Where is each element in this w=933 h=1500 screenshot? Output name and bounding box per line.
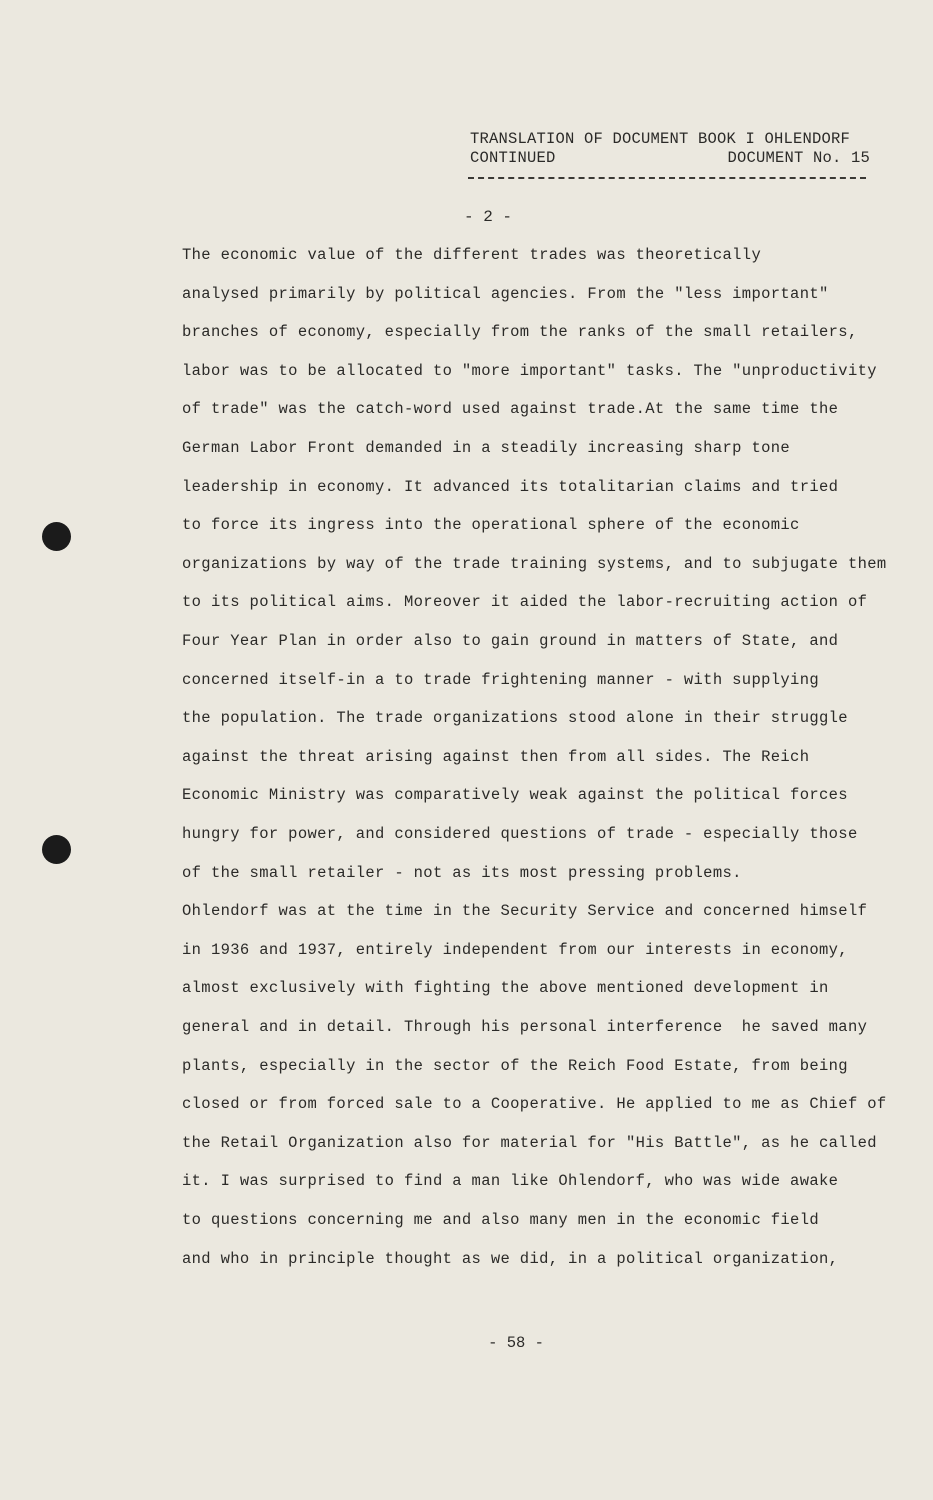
punch-hole-top [42, 522, 71, 551]
header-title: TRANSLATION OF DOCUMENT BOOK I OHLENDORF [470, 130, 851, 148]
header-line-1 [470, 130, 870, 149]
document-header [470, 130, 870, 168]
body-line: to questions concerning me and also many men in the economic field [182, 1211, 819, 1229]
body-line: general and in detail. Through his personal interference he saved many [182, 1018, 868, 1036]
header-continued: CONTINUED [470, 149, 556, 167]
header-divider [468, 177, 866, 179]
footer-page-number: - 58 - [488, 1334, 544, 1352]
body-line: hungry for power, and considered questions of trade - especially those [182, 825, 858, 843]
body-line: the population. The trade organizations stood alone in their struggle [182, 709, 848, 728]
body-line: of trade" was the catch-word used against trade.At the same time the [182, 400, 839, 419]
body-line: leadership in economy. It advanced its totalitarian claims and tried [182, 477, 839, 496]
body-line: of the small retailer - not as its most pressing problems. [182, 863, 742, 882]
body-line: to its political aims. Moreover it aided the labor-recruiting action of [182, 593, 868, 612]
body-line: Economic Ministry was comparatively weak against the political forces [182, 786, 848, 805]
body-line: almost exclusively with fighting the above mentioned development in [182, 979, 829, 998]
body-line: organizations by way of the trade training systems, and to subjugate them [182, 554, 887, 573]
body-line: and who in principle thought as we did, in a political organization, [182, 1249, 839, 1268]
body-line: branches of economy, especially from the ranks of the small retailers, [182, 323, 858, 342]
body-line: Four Year Plan in order also to gain ground in matters of State, and [182, 632, 839, 650]
body-line: closed or from forced sale to a Cooperative. He applied to me as Chief of [182, 1095, 887, 1114]
punch-hole-bottom [42, 835, 71, 864]
page-index: - 2 - [463, 208, 512, 226]
body-line: concerned itself-in a to trade frightening manner - with supplying [182, 670, 819, 689]
body-line: labor was to be allocated to "more important" tasks. The "unproductivity [182, 361, 877, 380]
body-line: to force its ingress into the operational sphere of the economic [182, 516, 800, 535]
body-line: it. I was surprised to find a man like Ohlendorf, who was wide awake [182, 1172, 839, 1191]
body-line: The economic value of the different trades was theoretically [182, 246, 762, 264]
body-line: against the threat arising against then from all sides. The Reich [182, 747, 810, 766]
body-line: German Labor Front demanded in a steadily increasing sharp tone [182, 439, 791, 457]
body-line: the Retail Organization also for material for "His Battle", as he called [182, 1133, 877, 1152]
body-line: plants, especially in the sector of the Reich Food Estate, from being [182, 1056, 848, 1075]
body-line: Ohlendorf was at the time in the Security Service and concerned himself [182, 902, 868, 921]
header-document-number: DOCUMENT No. 15 [727, 149, 870, 167]
header-line-2 [470, 149, 870, 168]
body-line: in 1936 and 1937, entirely independent from our interests in economy, [182, 940, 848, 959]
body-line: analysed primarily by political agencies. From the "less important" [182, 284, 829, 303]
